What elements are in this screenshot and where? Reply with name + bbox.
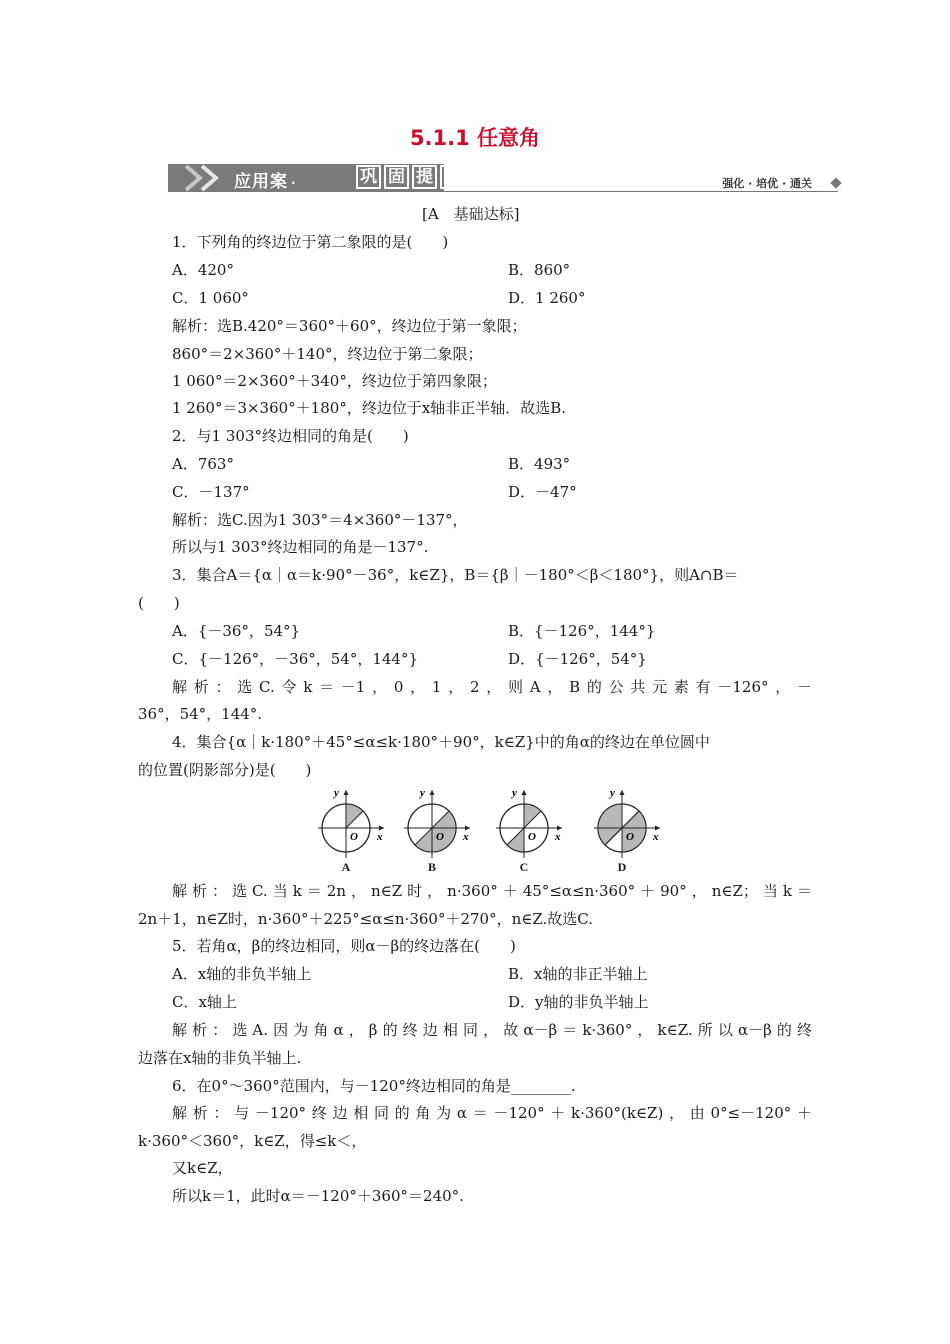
solution-6-line: 又k∈Z， [172,1159,233,1177]
svg-text:y: y [610,787,615,799]
option-1c: C．1 060° [172,289,249,307]
section-banner [168,164,840,194]
solution-1-line: 1 060°＝2×360°＋340°，终边位于第四象限； [172,372,497,390]
solution-3-line: 解析：选C.令k＝－1，0，1，2，则A，B的公共元素有－126°，－ [172,678,812,696]
svg-text:O: O [436,831,444,843]
svg-text:y: y [512,787,517,799]
solution-6-line: 所以k＝1，此时α＝－120°＋360°＝240°. [172,1187,464,1205]
solution-1-line: 1 260°＝3×360°＋180°，终边位于x轴非正半轴．故选B. [172,399,567,417]
svg-text:O: O [528,831,536,843]
figure-option-a [316,784,396,876]
banner-box: 升 [440,165,465,189]
question-2: 2．与1 303°终边相同的角是( ) [172,427,409,445]
banner-label [234,167,297,192]
banner-dot: · [291,176,297,190]
svg-text:x: x [555,831,561,843]
solution-4-line: 2n＋1，n∈Z时，n·360°＋225°≤α≤n·360°＋270°，n∈Z.故选C. [138,910,593,928]
option-2b: B．493° [508,455,571,473]
unit-circle-figures [316,784,676,876]
question-1: 1．下列角的终边位于第二象限的是( ) [172,233,449,251]
option-1d: D．1 260° [508,289,586,307]
svg-text:x: x [463,831,469,843]
option-5a: A．x轴的非负半轴上 [172,965,312,983]
banner-label-text: 应用案 [234,172,288,192]
unit-circle-a [316,784,396,860]
figure-letter: C [519,860,529,874]
figure-letter: A [341,860,351,874]
question-3-cont: ( ) [138,594,180,612]
solution-5-line: 解析：选A.因为角α，β的终边相同，故α－β＝k·360°，k∈Z.所以α－β的终 [172,1021,812,1039]
question-4-cont: 的位置(阴影部分)是( ) [138,761,312,779]
unit-circle-b [402,784,482,860]
banner-boxes [356,165,468,189]
section-label: [A 基础达标] [422,205,520,223]
question-5: 5．若角α，β的终边相同，则α－β的终边落在( ) [172,937,516,955]
question-6: 6．在0°～360°范围内，与－120°终边相同的角是________. [172,1077,576,1095]
figure-letter: D [617,860,627,874]
page-title: 5.1.1 任意角 [409,126,541,150]
question-4: 4．集合{α｜k·180°＋45°≤α≤k·180°＋90°，k∈Z}中的角α的终边在单位圆中 [172,733,710,751]
solution-2-line: 解析：选C.因为1 303°＝4×360°－137°， [172,511,468,529]
option-3b: B．{－126°，144°} [508,622,656,640]
banner-box: 固 [384,165,409,189]
question-3: 3．集合A＝{α｜α＝k·90°－36°，k∈Z}，B＝{β｜－180°＜β＜180°}，则A∩B＝ [172,566,739,584]
svg-text:y: y [420,787,425,799]
solution-3-line: 36°，54°，144°. [138,705,263,723]
option-3a: A．{－36°，54°} [172,622,301,640]
solution-2-line: 所以与1 303°终边相同的角是－137°. [172,538,429,556]
svg-text:x: x [653,831,659,843]
solution-6-line: k·360°＜360°，k∈Z，得≤k＜， [138,1132,367,1150]
figure-option-c [494,784,574,876]
figure-letter: B [427,860,436,874]
solution-1-line: 860°＝2×360°＋140°，终边位于第二象限； [172,345,483,363]
solution-6-line: 解析：与－120°终边相同的角为α＝－120°＋k·360°(k∈Z)，由0°≤－120°＋ [172,1104,812,1122]
option-5b: B．x轴的非正半轴上 [508,965,648,983]
option-2c: C．－137° [172,483,250,501]
unit-circle-d [592,784,672,860]
figure-option-b [402,784,482,876]
chevron-arrows-icon [178,164,238,192]
option-2a: A．763° [172,455,234,473]
option-3c: C．{－126°，－36°，54°，144°} [172,650,418,668]
svg-text:y: y [334,787,339,799]
banner-rule [444,191,838,192]
svg-text:x: x [377,831,383,843]
option-2d: D．－47° [508,483,577,501]
option-5c: C．x轴上 [172,993,237,1011]
figure-option-d [592,784,672,876]
svg-text:O: O [626,831,634,843]
option-5d: D．y轴的非负半轴上 [508,993,649,1011]
banner-box: 提 [412,165,437,189]
banner-tagline: 强化 · 培优 · 通关 [722,177,812,190]
option-1b: B．860° [508,261,571,279]
option-3d: D．{－126°，54°} [508,650,647,668]
svg-text:O: O [350,831,358,843]
solution-5-line: 边落在x轴的非负半轴上. [138,1049,302,1067]
option-1a: A．420° [172,261,234,279]
solution-4-line: 解析：选C.当k＝2n，n∈Z时，n·360°＋45°≤α≤n·360°＋90°，n∈Z；当k＝ [172,882,812,900]
unit-circle-c [494,784,574,860]
banner-box: 巩 [356,165,381,189]
diamond-icon [830,177,841,188]
solution-1-line: 解析：选B.420°＝360°＋60°，终边位于第一象限； [172,317,527,335]
